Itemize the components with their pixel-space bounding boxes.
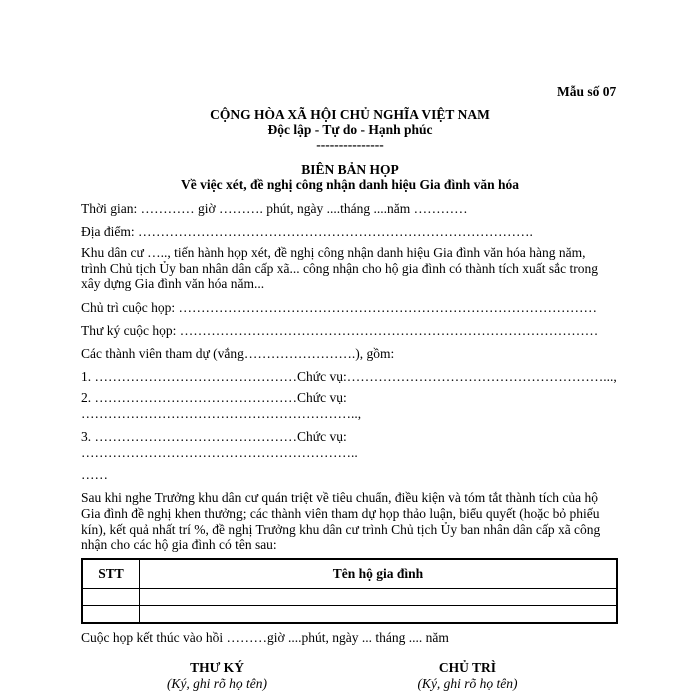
table-cell bbox=[82, 589, 140, 606]
country-name: CỘNG HÒA XÃ HỘI CHỦ NGHĨA VIỆT NAM bbox=[210, 107, 490, 122]
intro-line-1: Khu dân cư ….., tiến hành họp xét, đề nghị công nhận danh hiệu Gia đình văn hóa hàng năm, bbox=[81, 245, 586, 260]
members-line: Các thành viên tham dự (vắng…………………….), gồm: bbox=[81, 346, 395, 361]
document-subtitle: Về việc xét, đề nghị công nhận danh hiệu Gia đình văn hóa bbox=[181, 177, 519, 192]
table-cell bbox=[82, 606, 140, 624]
intro-line-3: xây dựng Gia đình văn hóa năm... bbox=[81, 276, 265, 291]
secretary-line: Thư ký cuộc họp: ………………………………………………………………………………… bbox=[81, 323, 599, 338]
members-ellipsis: …… bbox=[81, 467, 108, 482]
header-stt: STT bbox=[82, 559, 140, 589]
intro-line-2: trình Chủ tịch Ủy ban nhân dân cấp xã... công nhận cho hộ gia đình có thành tích xuất sắc trong bbox=[81, 261, 598, 276]
table-cell bbox=[140, 589, 618, 606]
time-line: Thời gian: ………… giờ ………. phút, ngày ....tháng ....năm ………… bbox=[81, 201, 468, 216]
member-1: 1. ………………………………………Chức vụ:…………………………………………………..., bbox=[81, 369, 617, 384]
header-household-name: Tên hộ gia đình bbox=[140, 559, 618, 589]
member-2-continuation: …………………………………………………….., bbox=[81, 406, 362, 421]
member-2: 2. ………………………………………Chức vụ: bbox=[81, 390, 347, 405]
body-line-4: nhận cho các hộ gia đình có tên sau: bbox=[81, 537, 277, 552]
secretary-signature-note: (Ký, ghi rõ họ tên) bbox=[166, 676, 268, 691]
body-line-3: kín), kết quả nhất trí %, đề nghị Trưởng khu dân cư trình Chủ tịch Ủy ban nhân dân cấp xã công bbox=[81, 522, 601, 537]
table-cell bbox=[140, 606, 618, 624]
form-number: Mẫu số 07 bbox=[557, 84, 617, 99]
secretary-signature-title: THƯ KÝ bbox=[190, 660, 244, 675]
body-line-2: Gia đình đề nghị khen thưởng; các thành viên tham dự họp thảo luận, biểu quyết (hoặc bỏ phiếu bbox=[81, 506, 600, 521]
household-table bbox=[81, 558, 618, 624]
table-header-row bbox=[82, 559, 617, 589]
header-separator: --------------- bbox=[316, 137, 384, 152]
body-line-1: Sau khi nghe Trưởng khu dân cư quán triệt về tiêu chuẩn, điều kiện và tóm tắt thành tích của hộ bbox=[81, 490, 599, 505]
chair-line: Chủ trì cuộc họp: ………………………………………………………………………………… bbox=[81, 300, 597, 315]
document-title: BIÊN BẢN HỌP bbox=[301, 162, 399, 177]
place-line: Địa điểm: ……………………………………………………………………………. bbox=[81, 224, 533, 239]
member-3: 3. ………………………………………Chức vụ: bbox=[81, 429, 347, 444]
chair-signature-title: CHỦ TRÌ bbox=[438, 660, 497, 675]
member-3-continuation: …………………………………………………….. bbox=[81, 445, 358, 460]
motto: Độc lập - Tự do - Hạnh phúc bbox=[267, 122, 433, 137]
table-row bbox=[82, 606, 617, 624]
chair-signature-note: (Ký, ghi rõ họ tên) bbox=[417, 676, 518, 691]
closing-line: Cuộc họp kết thúc vào hồi ………giờ ....phút, ngày ... tháng .... năm bbox=[81, 630, 449, 645]
table-row bbox=[82, 589, 617, 606]
